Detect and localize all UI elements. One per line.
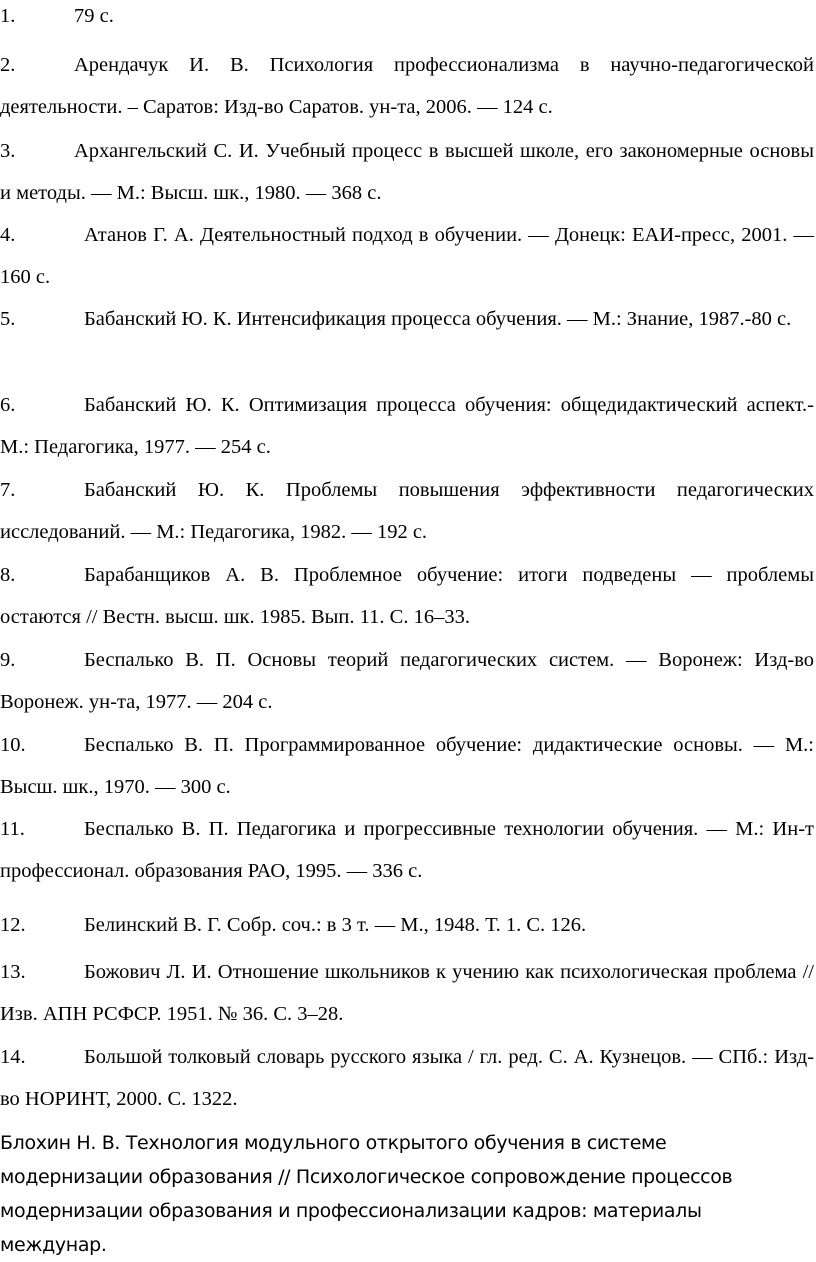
reference-text: Божович Л. И. Отношение школьников к учению как психологическая проблема // Изв. АПН РСФСР. 1951. № 36. С. 3–28.: [0, 961, 814, 1025]
reference-text: Арендачук И. В. Психология профессионализма в научно-педагогической деятельности. – Саратов: Изд-во Саратов. ун-та, 2006. — 124 с.: [0, 54, 814, 118]
reference-number: 1.: [0, 5, 16, 27]
reference-number: 6.: [0, 394, 16, 416]
reference-text: Беспалько В. П. Программированное обучение: дидактические основы. — М.: Высш. шк., 1970. — 300 с.: [0, 734, 814, 798]
reference-text: Бабанский Ю. К. Проблемы повышения эффективности педагогических исследований. — М.: Педагогика, 1982. — 192 с.: [0, 479, 814, 543]
reference-item: [0, 639, 814, 723]
reference-item: [0, 724, 814, 808]
reference-text: Беспалько В. П. Основы теорий педагогических систем. — Воронеж: Изд-во Воронеж. ун-та, 1977. — 204 с.: [0, 649, 814, 713]
reference-number: 2.: [0, 54, 16, 76]
reference-number: 10.: [0, 734, 26, 756]
reference-text: Беспалько В. П. Педагогика и прогрессивные технологии обучения. — М.: Ин-т профессионал. образования РАО, 1995. — 336 с.: [0, 818, 814, 882]
reference-number: 3.: [0, 140, 16, 162]
reference-number: 7.: [0, 479, 16, 501]
reference-text: Архангельский С. И. Учебный процесс в высшей школе, его закономерные основы и методы. — М.: Высш. шк., 1980. — 368 с.: [0, 140, 814, 204]
reference-item: [0, 469, 814, 553]
reference-number: 13.: [0, 961, 26, 983]
reference-text: Большой толковый словарь русского языка / гл. ред. С. А. Кузнецов. — СПб.: Изд-во НОРИНТ, 2000. С. 1322.: [0, 1046, 814, 1110]
reference-number: 5.: [0, 308, 16, 330]
reference-item: [0, 1036, 814, 1120]
reference-number: 8.: [0, 564, 16, 586]
reference-item: [0, 298, 814, 340]
reference-item-unnumbered: Блохин Н. В. Технология модульного открытого обучения в системе модернизации образования // Психологическое сопровождение процессов модернизации образования и профессионализации кадров: материалы междунар.: [0, 1132, 733, 1256]
reference-item: [0, 904, 814, 946]
reference-item: [0, 808, 814, 892]
reference-item: [0, 130, 814, 214]
reference-item: [0, 951, 814, 1035]
reference-number: 11.: [0, 818, 25, 840]
reference-text: Белинский В. Г. Собр. соч.: в 3 т. — М., 1948. Т. 1. С. 126.: [84, 914, 587, 936]
reference-item: [0, 0, 814, 37]
reference-text: Атанов Г. А. Деятельностный подход в обучении. — Донецк: ЕАИ-пресс, 2001. — 160 с.: [0, 224, 814, 288]
reference-item: [0, 44, 814, 128]
reference-text: Бабанский Ю. К. Интенсификация процесса обучения. — М.: Знание, 1987.-80 с.: [84, 308, 792, 330]
reference-number: 4.: [0, 224, 16, 246]
reference-item: [0, 554, 814, 638]
reference-text: 79 с.: [74, 5, 114, 27]
reference-item: [0, 384, 814, 468]
reference-number: 9.: [0, 649, 16, 671]
reference-number: 12.: [0, 914, 26, 936]
reference-item: [0, 214, 814, 298]
reference-number: 14.: [0, 1046, 26, 1068]
reference-text: Бабанский Ю. К. Оптимизация процесса обучения: общедидактический аспект.- М.: Педагогика, 1977. — 254 с.: [0, 394, 814, 458]
reference-text: Барабанщиков А. В. Проблемное обучение: итоги подведены — проблемы остаются // Вестн. высш. шк. 1985. Вып. 11. С. 16–33.: [0, 564, 814, 628]
